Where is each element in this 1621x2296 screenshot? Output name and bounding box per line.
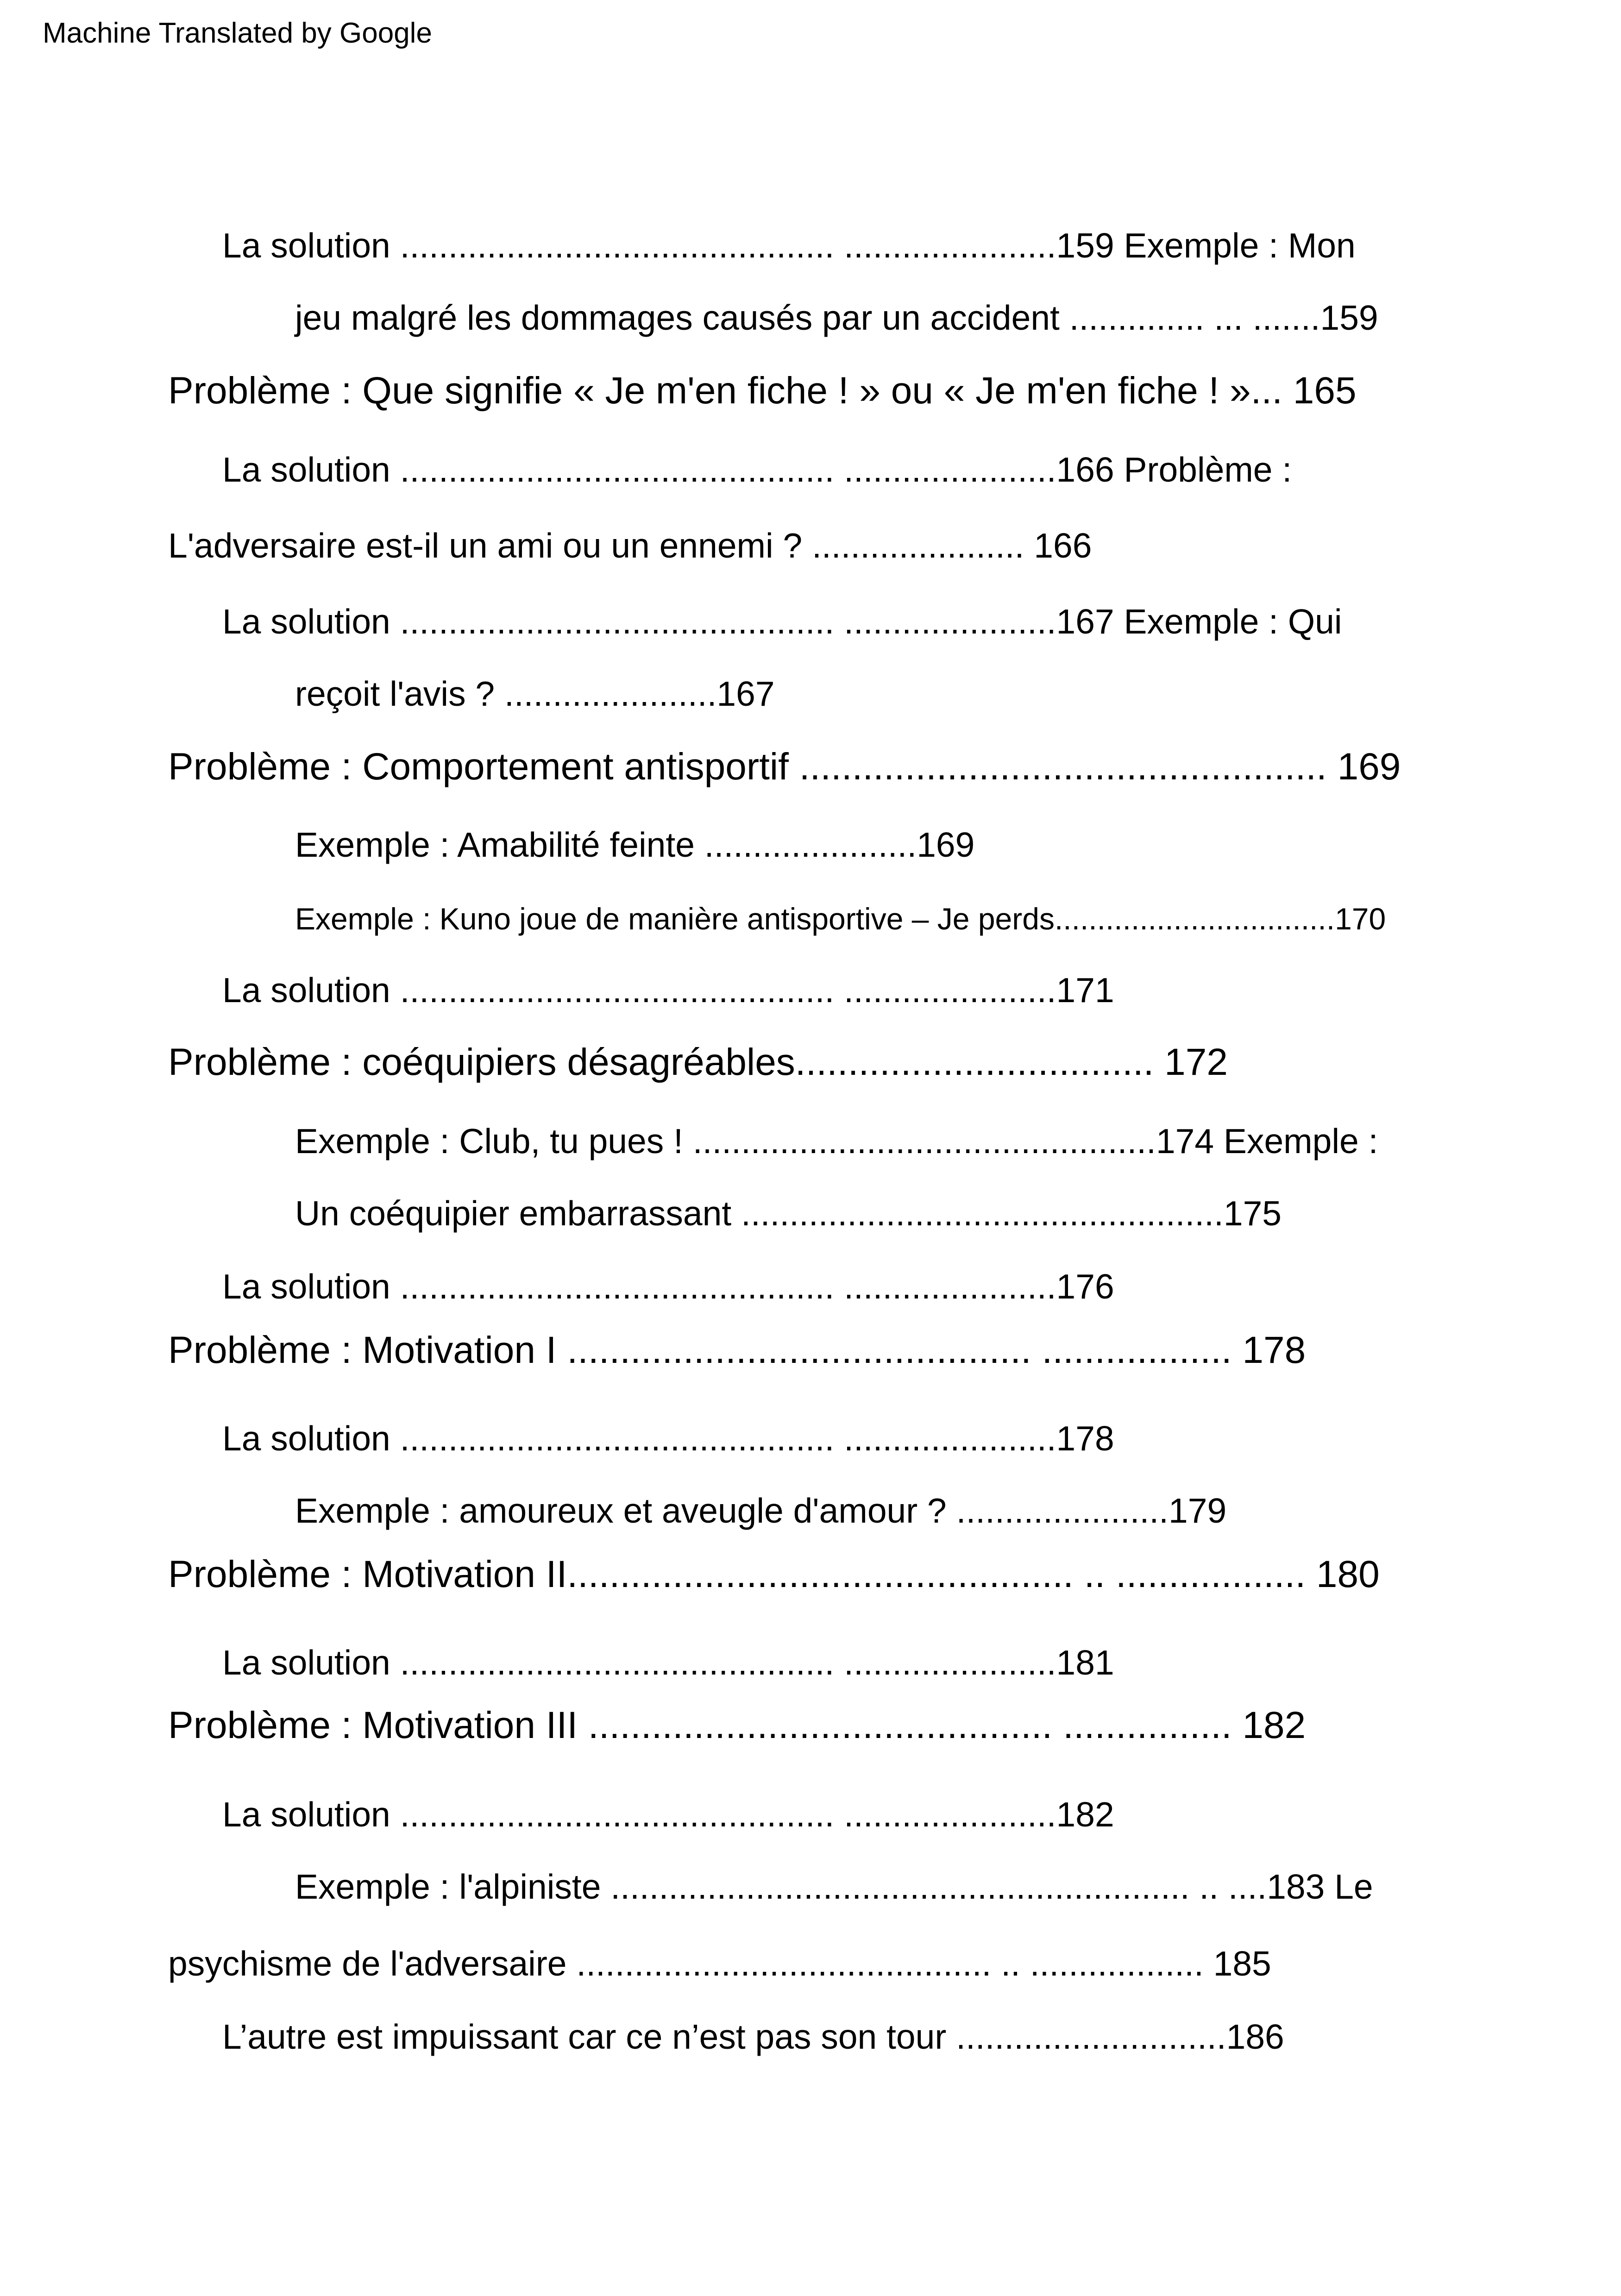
toc-entry[interactable]: psychisme de l'adversaire ........................................... .. .................. 185 [168, 1944, 1271, 1983]
toc-entry[interactable]: La solution ............................................. ......................181 [222, 1643, 1114, 1682]
machine-translation-notice: Machine Translated by Google [43, 17, 432, 49]
toc-entry[interactable]: Exemple : Club, tu pues ! ................................................174 Exemple : [295, 1122, 1378, 1161]
toc-entry[interactable]: La solution ............................................. ......................171 [222, 971, 1114, 1010]
toc-entry[interactable]: Problème : Motivation I ............................................ .................. 178 [168, 1329, 1306, 1371]
toc-entry[interactable]: Problème : Motivation III ............................................ ................ 182 [168, 1704, 1306, 1746]
toc-entry[interactable]: Problème : Que signifie « Je m'en fiche ! » ou « Je m'en fiche ! »... 165 [168, 370, 1357, 412]
toc-entry[interactable]: Problème : Motivation II................................................ .. .................. 180 [168, 1553, 1380, 1595]
toc-entry[interactable]: La solution ............................................. ......................182 [222, 1795, 1114, 1834]
toc-entry[interactable]: Problème : Comportement antisportif .................................................. 169 [168, 746, 1401, 788]
toc-entry[interactable]: Exemple : Amabilité feinte ......................169 [295, 825, 975, 864]
toc-entry[interactable]: Exemple : amoureux et aveugle d'amour ? ......................179 [295, 1491, 1227, 1530]
toc-entry[interactable]: La solution ............................................. ......................166 Problème : [222, 450, 1292, 489]
toc-entry[interactable]: L'adversaire est-il un ami ou un ennemi ? ...................... 166 [168, 526, 1092, 565]
toc-entry[interactable]: Exemple : l'alpiniste ............................................................ .. ....183 Le [295, 1867, 1373, 1906]
toc-entry[interactable]: reçoit l'avis ? ......................167 [295, 674, 775, 713]
toc-entry[interactable]: La solution ............................................. ......................176 [222, 1267, 1114, 1306]
toc-entry[interactable]: L’autre est impuissant car ce n’est pas son tour ............................186 [222, 2017, 1284, 2056]
toc-entry[interactable]: La solution ............................................. ......................167 Exemple : Qui [222, 602, 1342, 641]
toc-entry[interactable]: Problème : coéquipiers désagréables.................................. 172 [168, 1041, 1228, 1083]
toc-entry[interactable]: Exemple : Kuno joue de manière antisportive – Je perds.................................170 [295, 902, 1386, 936]
toc-entry[interactable]: La solution ............................................. ......................159 Exemple : Mon [222, 226, 1356, 265]
toc-entry[interactable]: La solution ............................................. ......................178 [222, 1419, 1114, 1458]
toc-entry[interactable]: Un coéquipier embarrassant ..................................................175 [295, 1194, 1282, 1233]
toc-entry[interactable]: jeu malgré les dommages causés par un accident .............. ... .......159 [295, 298, 1378, 337]
